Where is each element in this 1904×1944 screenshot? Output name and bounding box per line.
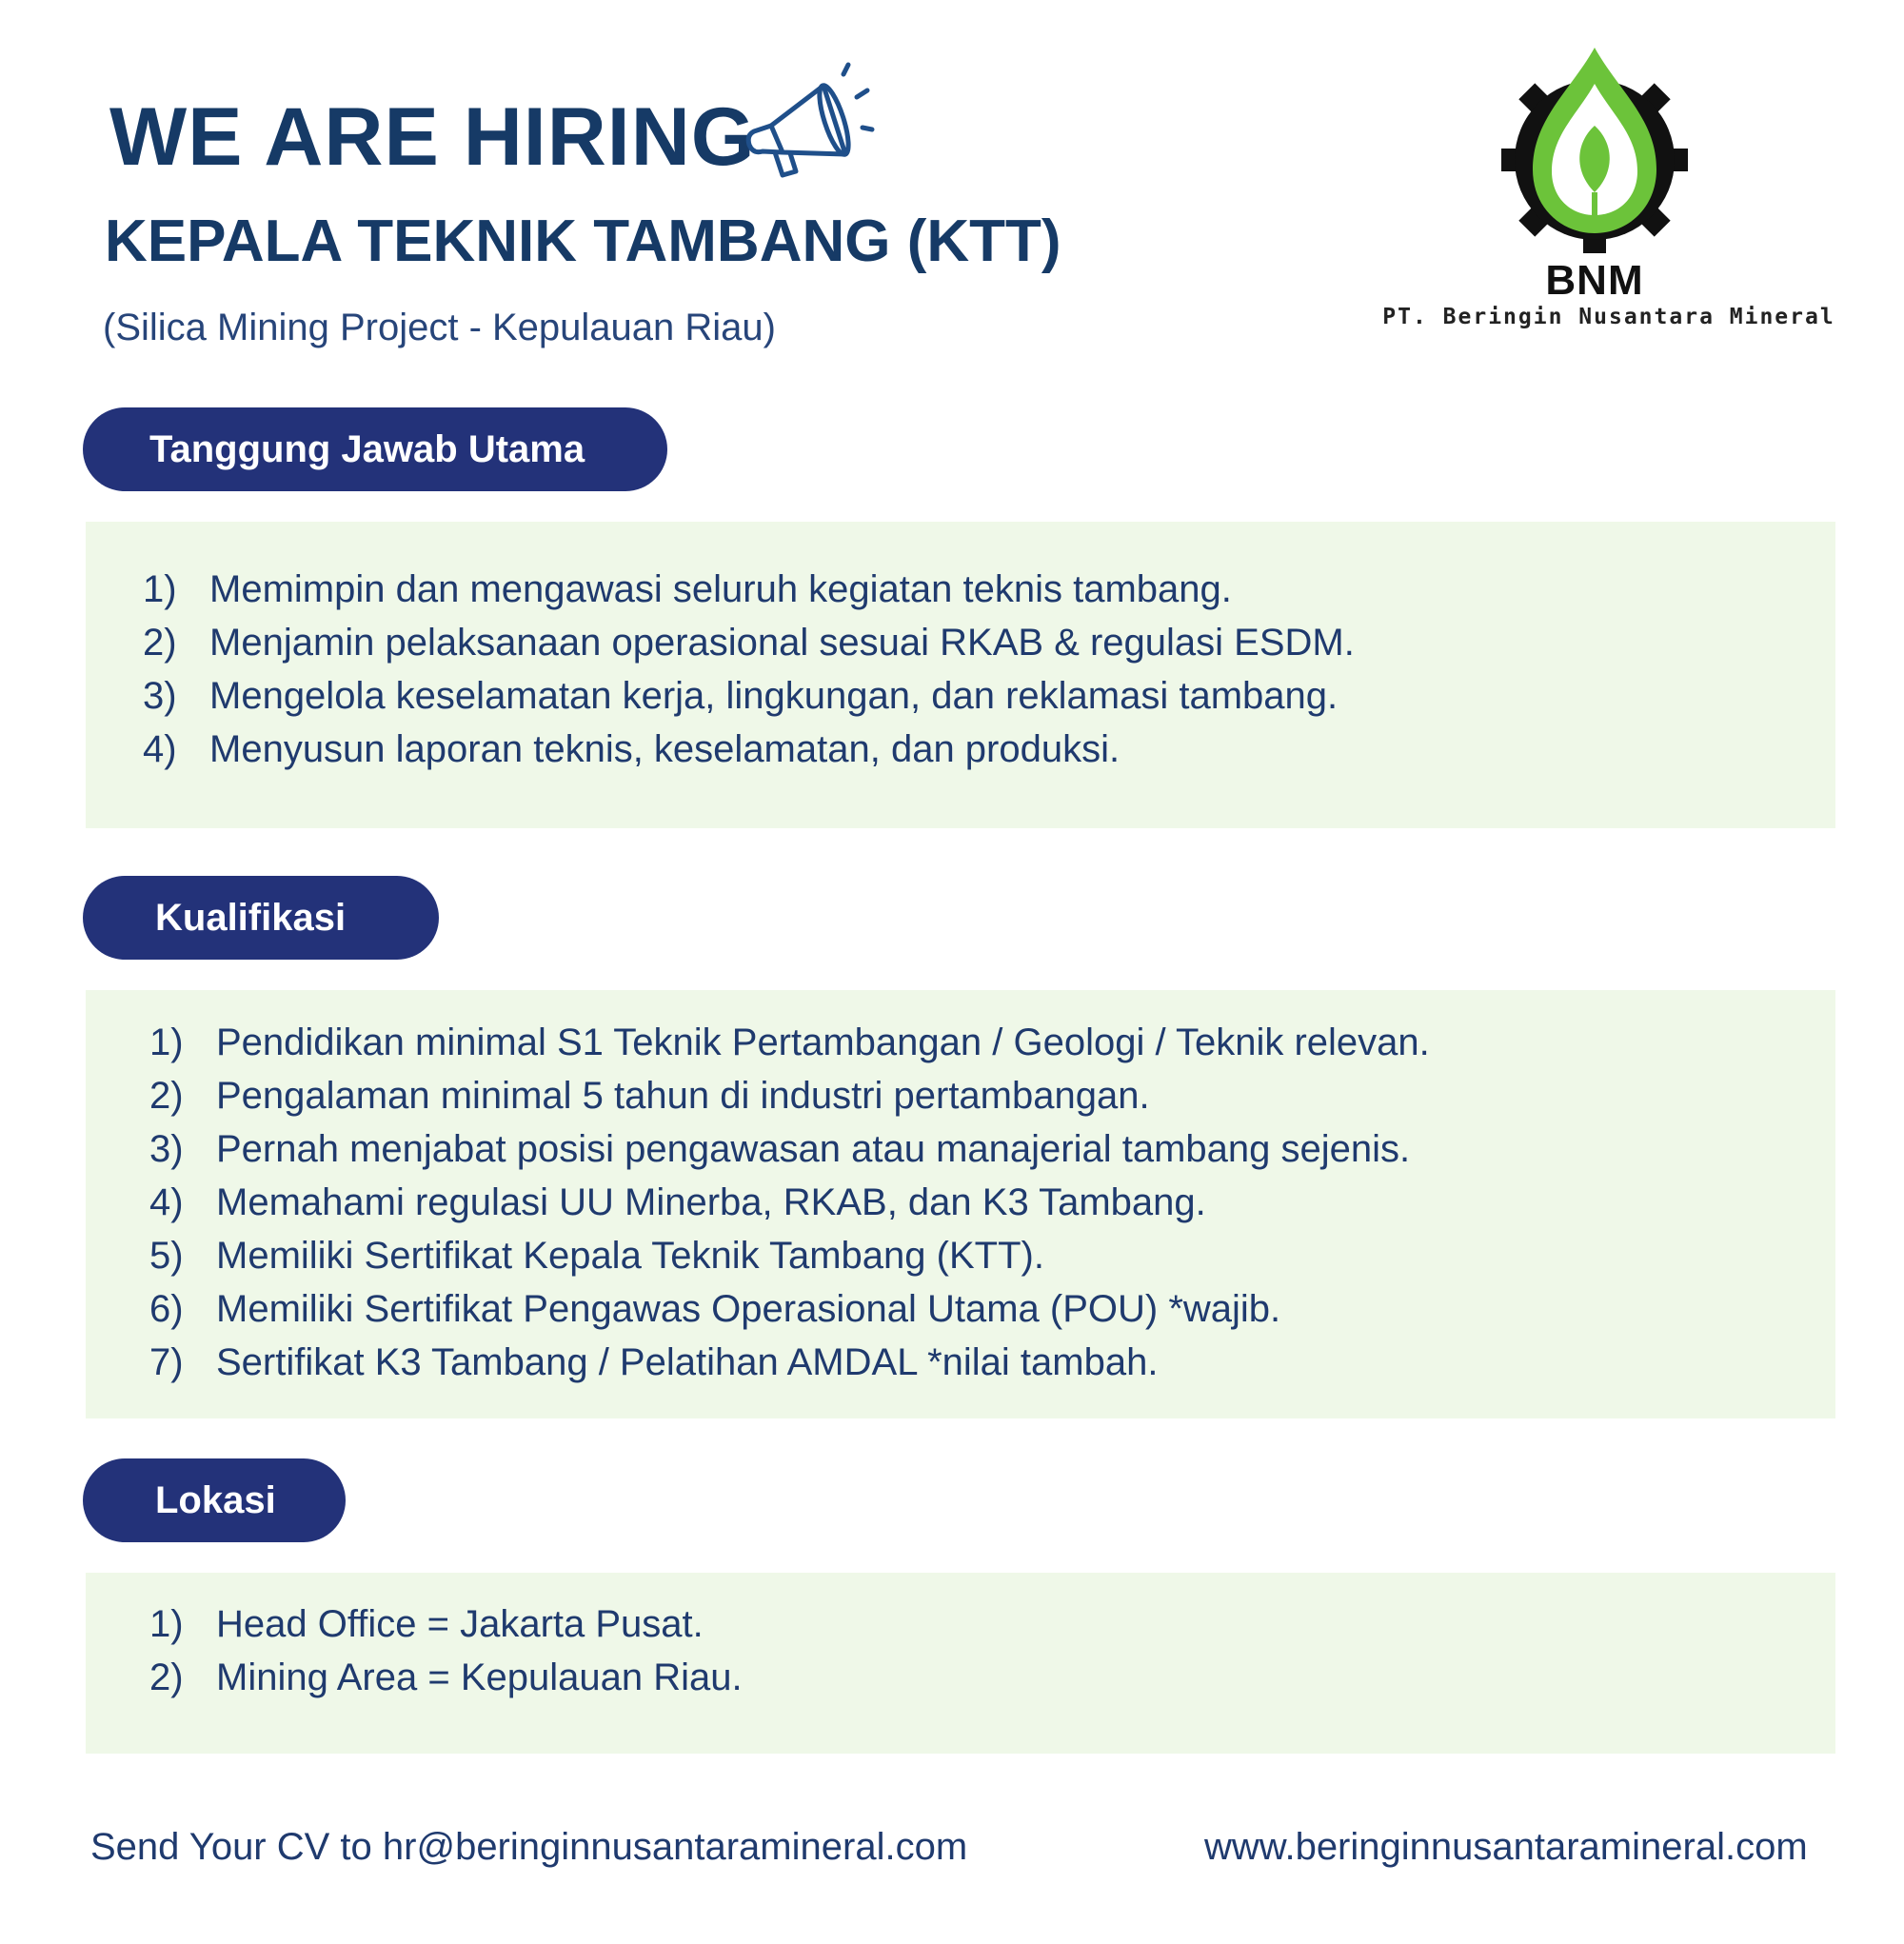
- company-logo-icon: [1480, 38, 1709, 257]
- section-title-qualifications: Kualifikasi: [83, 876, 439, 960]
- qualifications-list: [149, 1016, 1430, 1389]
- list-item: 4) Menyusun laporan teknis, keselamatan, dan produksi.: [143, 727, 1121, 770]
- list-item: 2) Mining Area = Kepulauan Riau.: [149, 1656, 743, 1698]
- position-title: KEPALA TEKNIK TAMBANG (KTT): [105, 208, 1061, 274]
- list-item: 5) Memiliki Sertifikat Kepala Teknik Tambang (KTT).: [149, 1234, 1044, 1277]
- location-list: [149, 1597, 743, 1704]
- project-subtitle: (Silica Mining Project - Kepulauan Riau): [103, 307, 776, 348]
- section-title-location: Lokasi: [83, 1458, 346, 1542]
- list-item: 1) Memimpin dan mengawasi seluruh kegiatan teknis tambang.: [143, 567, 1232, 610]
- list-item: 1) Head Office = Jakarta Pusat.: [149, 1602, 704, 1645]
- list-item: 2) Menjamin pelaksanaan operasional sesuai RKAB & regulasi ESDM.: [143, 621, 1355, 664]
- list-item: 6) Memiliki Sertifikat Pengawas Operasional Utama (POU) *wajib.: [149, 1287, 1281, 1330]
- megaphone-icon: [733, 59, 876, 188]
- hiring-title: WE ARE HIRING: [109, 91, 756, 183]
- website-link[interactable]: www.beringinnusantaramineral.com: [1204, 1826, 1808, 1868]
- list-item: 4) Memahami regulasi UU Minerba, RKAB, dan K3 Tambang.: [149, 1180, 1206, 1223]
- list-item: 7) Sertifikat K3 Tambang / Pelatihan AMDAL *nilai tambah.: [149, 1340, 1159, 1383]
- list-item: 1) Pendidikan minimal S1 Teknik Pertambangan / Geologi / Teknik relevan.: [149, 1021, 1430, 1063]
- send-cv-email[interactable]: Send Your CV to hr@beringinnusantaramineral.com: [90, 1826, 968, 1868]
- logo-abbreviation: BNM: [1545, 257, 1644, 304]
- list-item: 3) Pernah menjabat posisi pengawasan atau manajerial tambang sejenis.: [149, 1127, 1411, 1170]
- list-item: 3) Mengelola keselamatan kerja, lingkungan, dan reklamasi tambang.: [143, 674, 1339, 717]
- responsibilities-list: [143, 563, 1355, 776]
- list-item: 2) Pengalaman minimal 5 tahun di industri pertambangan.: [149, 1074, 1150, 1117]
- section-title-responsibilities: Tanggung Jawab Utama: [83, 407, 667, 491]
- logo-company-name: PT. Beringin Nusantara Mineral: [1382, 305, 1835, 329]
